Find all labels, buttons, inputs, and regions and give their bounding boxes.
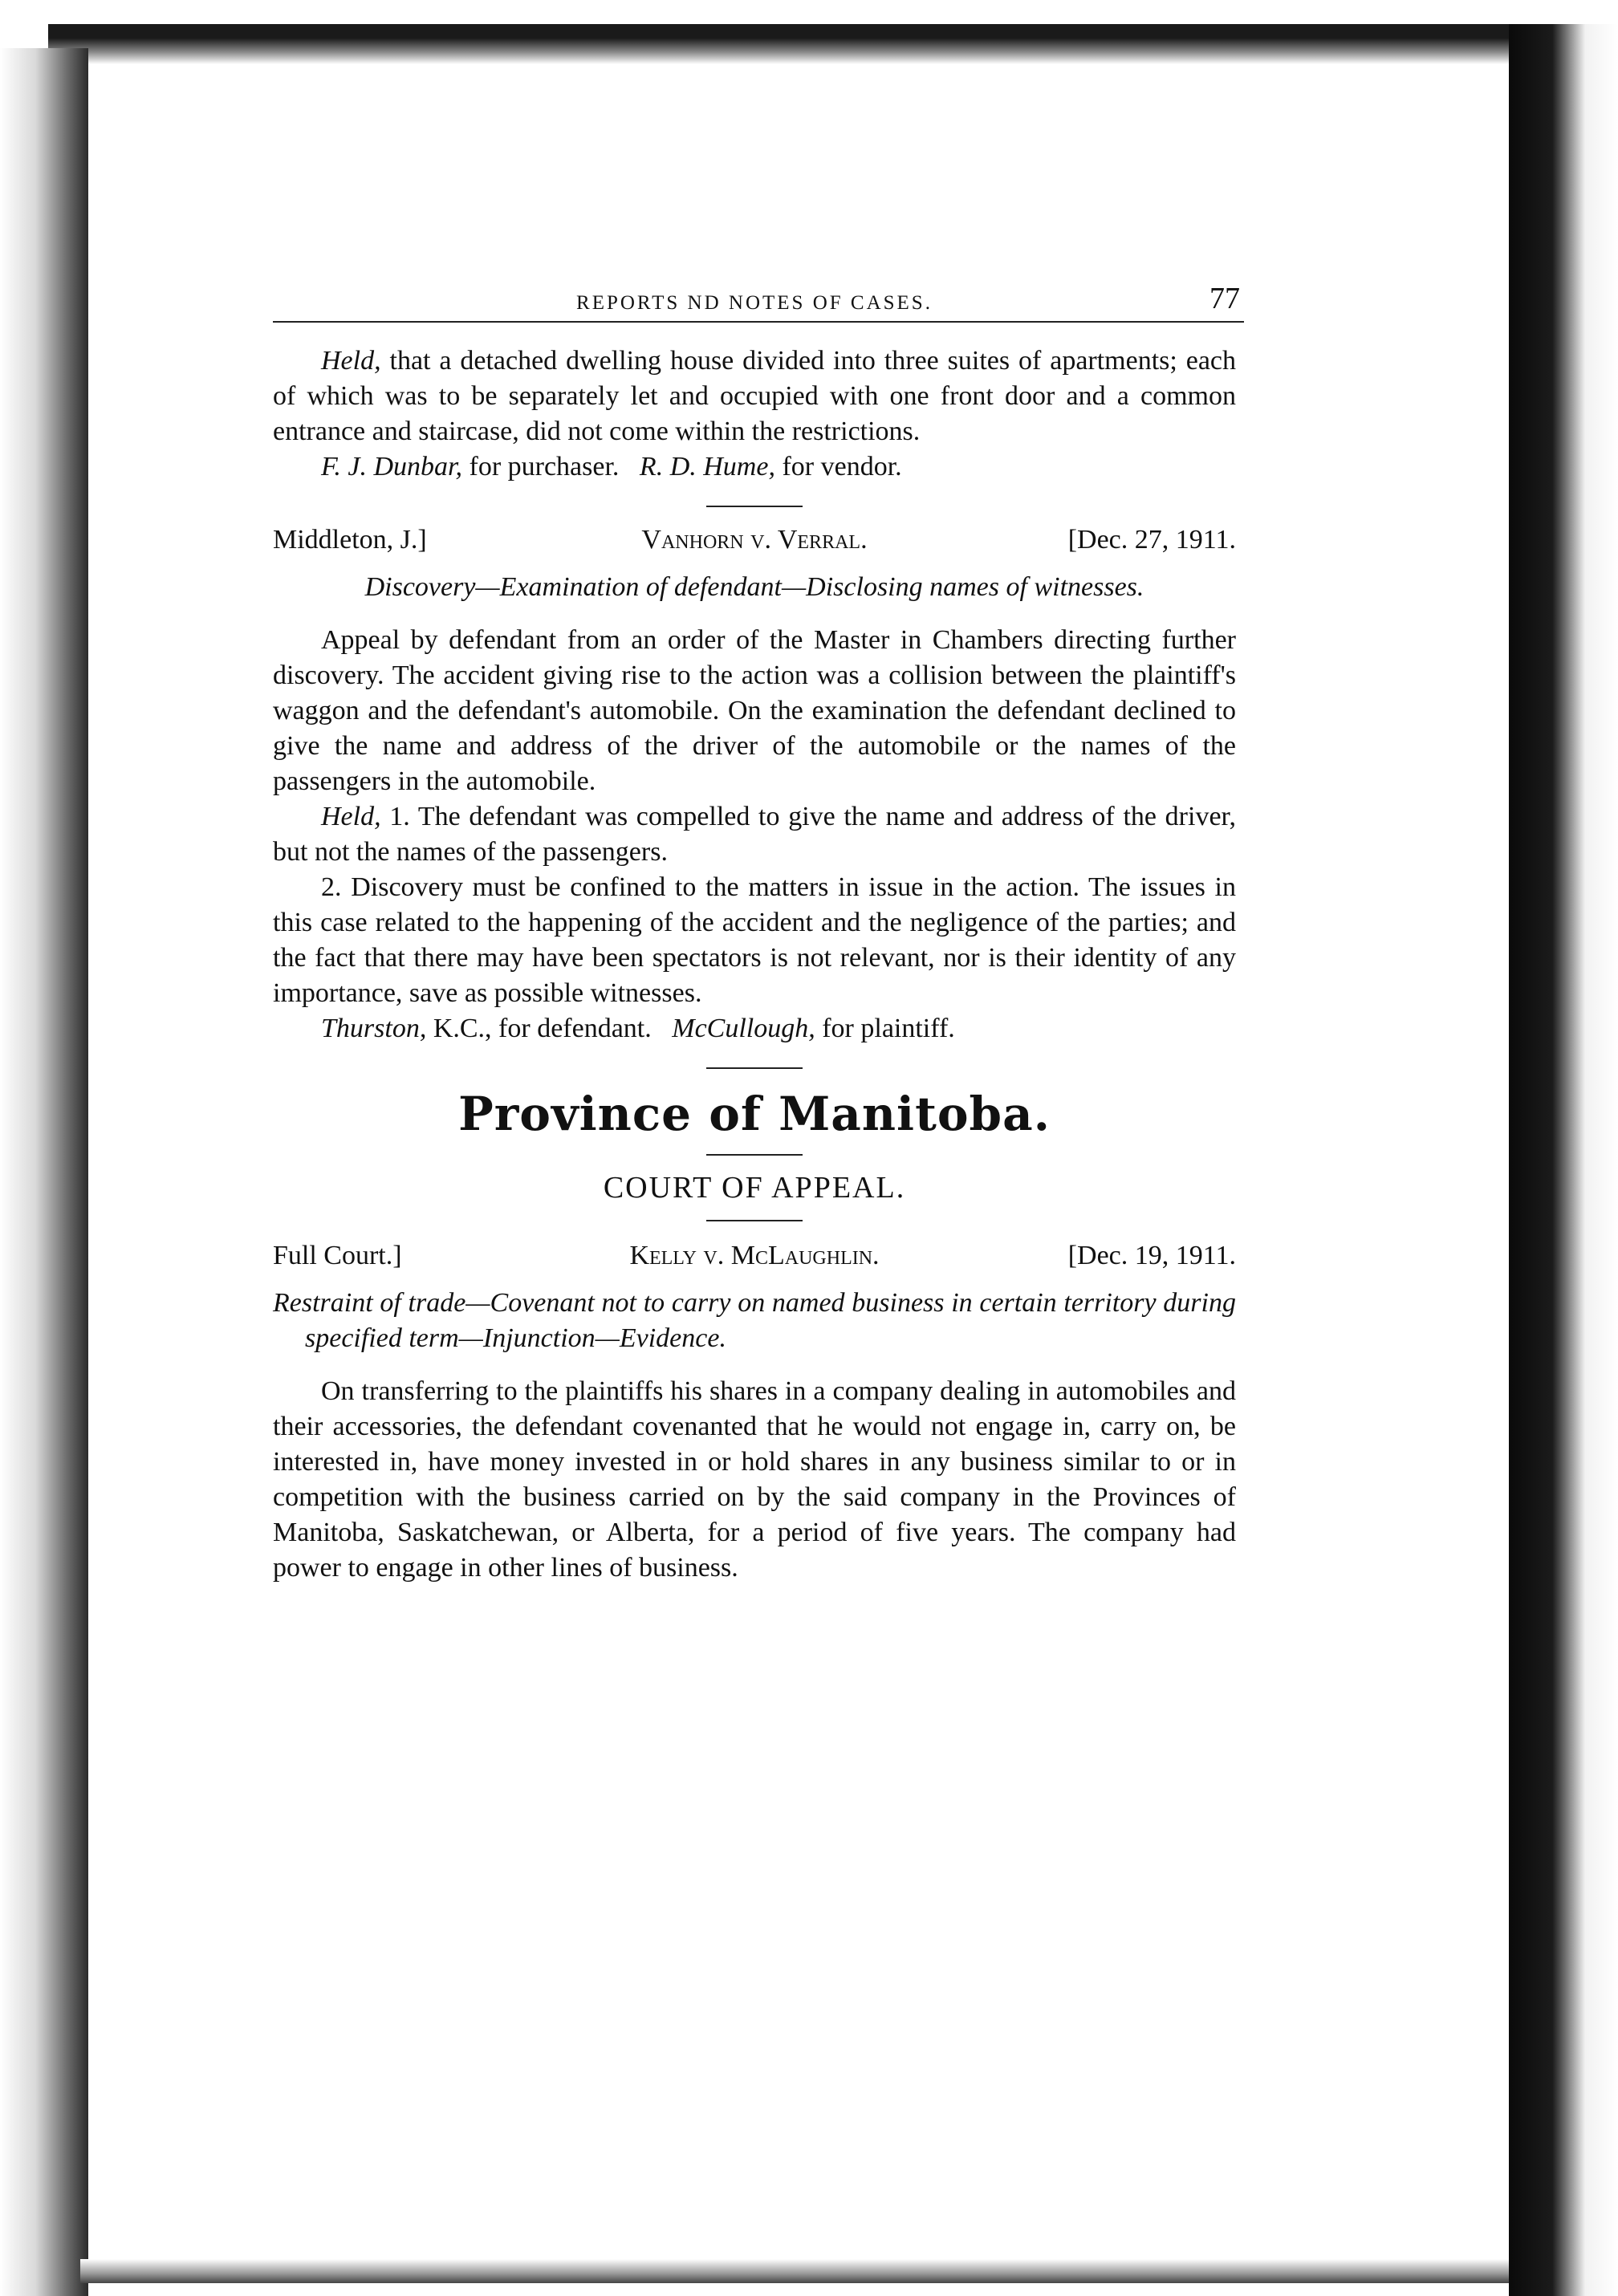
section-divider: [706, 506, 803, 507]
case-judge: Middleton, J.]: [273, 525, 427, 555]
counsel-role: for vendor.: [782, 452, 902, 482]
case-parties: Vanhorn v. Verral.: [641, 525, 868, 555]
case-date: [Dec. 27, 1911.: [1067, 525, 1236, 555]
section-divider: [706, 1154, 803, 1156]
case-catchwords: Discovery—Examination of defendant—Disclosing names of witnesses.: [364, 572, 1144, 602]
prior-case-counsel: [273, 449, 1236, 485]
held-label: Held,: [321, 802, 381, 831]
counsel-name: Thurston,: [321, 1014, 427, 1043]
scan-edge-right: [1509, 24, 1618, 2296]
case-parties: Kelly v. McLaughlin.: [629, 1241, 880, 1270]
running-head-title: REPORTS ND NOTES OF CASES.: [576, 292, 933, 314]
section-divider: [706, 1067, 803, 1069]
scan-edge-left: [0, 48, 88, 2296]
counsel-name: R. D. Hume,: [639, 452, 775, 482]
counsel-role: for plaintiff.: [822, 1014, 955, 1043]
case-paragraph: Appeal by defendant from an order of the Master in Chambers directing further discovery. The accident giving rise to the action was a collision between the plaintiff's waggon and the defendant's automobile. On the examination the defendant declined to give the name and address of the driver of the automobile or the names of the passengers in the automobile.: [273, 625, 1236, 796]
running-head: [273, 281, 1240, 321]
case-catchwords: Restraint of trade—Covenant not to carry on named business in certain territory during specified term—Injunction—Evidence.: [273, 1288, 1236, 1353]
case-paragraph: On transferring to the plaintiffs his shares in a company dealing in automobiles and their accessories, the defendant covenanted that he would not engage in, carry on, be interested in, have money invested in or hold shares in any business similar to or in competition with the business carried on by the said company in the Provinces of Manitoba, Saskatchewan, or Alberta, for a period of five years. The company had power to engage in other lines of business.: [273, 1376, 1236, 1583]
case-counsel: [273, 1011, 1236, 1046]
held-text: 1. The defendant was compelled to give the name and address of the driver, but not the names of the passengers.: [273, 802, 1236, 867]
case-held-2: 2. Discovery must be confined to the matters in issue in the action. The issues in this case related to the happening of the accident and the negligence of the parties; and the fact that there may have been spectators is not relevant, nor is their identity of any importance, save as possible witnesses.: [273, 872, 1236, 1008]
counsel-role: K.C., for defendant.: [433, 1014, 652, 1043]
case-held-1: [273, 799, 1236, 870]
case-date: [Dec. 19, 1911.: [1067, 1241, 1236, 1270]
page-number: 77: [1209, 282, 1240, 315]
section-divider: [706, 1220, 803, 1221]
province-heading: Province of Manitoba.: [458, 1087, 1051, 1141]
scan-edge-bottom: [80, 2259, 1509, 2283]
held-label: Held,: [321, 346, 381, 376]
counsel-role: for purchaser.: [469, 452, 620, 482]
scan-edge-top: [48, 24, 1517, 64]
counsel-name: F. J. Dunbar,: [321, 452, 462, 482]
case-judge: Full Court.]: [273, 1241, 402, 1270]
page-body: [273, 281, 1240, 1586]
case-heading-vanhorn: [273, 525, 1236, 565]
court-heading: COURT OF APPEAL.: [603, 1171, 906, 1205]
held-text: that a detached dwelling house divided into three suites of apartments; each of which was to be separately let and occupied with one front door and a common entrance and staircase, did not come within the restrictions.: [273, 346, 1237, 446]
prior-case-held: [273, 343, 1236, 449]
case-heading-kelly: [273, 1241, 1236, 1281]
counsel-name: McCullough,: [672, 1014, 815, 1043]
